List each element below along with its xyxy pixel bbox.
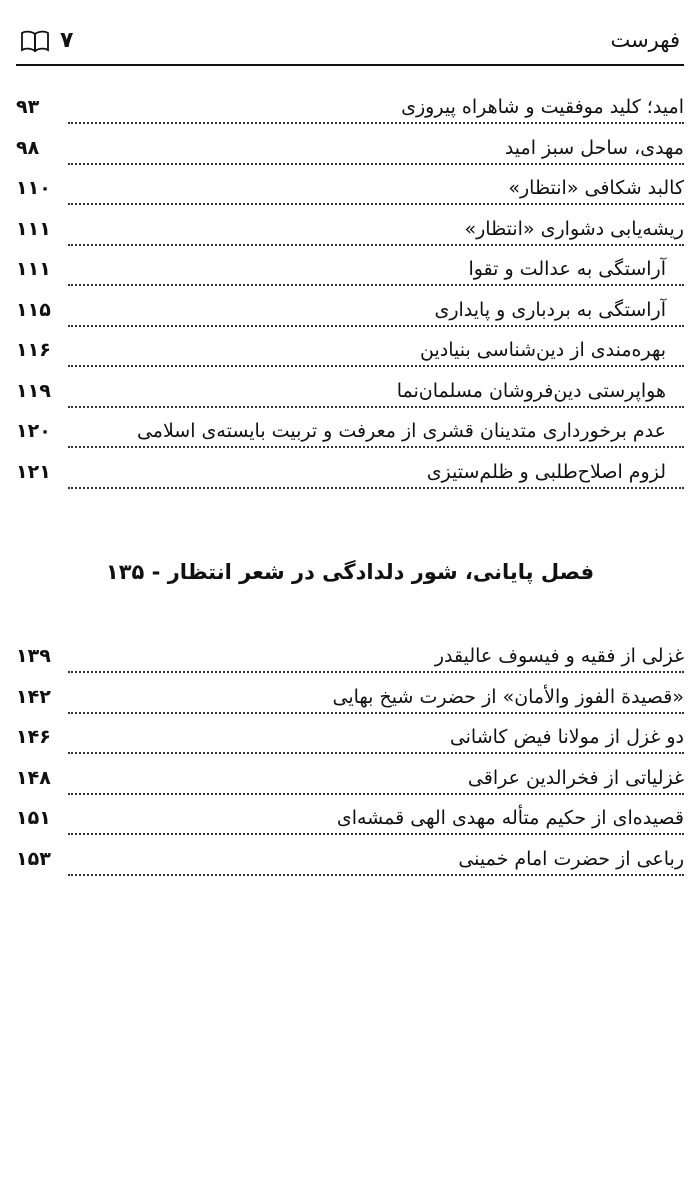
toc-entry-page: ۱۴۸ bbox=[16, 766, 51, 789]
toc-entry-title: دو غزل از مولانا فیض کاشانی bbox=[444, 726, 684, 748]
toc-entry-page: ۱۱۱ bbox=[16, 258, 51, 280]
toc-entry-page: ۹۳ bbox=[16, 96, 40, 118]
toc-entry bbox=[16, 218, 684, 252]
toc-entry-page: ۱۱۱ bbox=[16, 217, 51, 240]
toc-entry bbox=[16, 767, 684, 801]
toc-entry-page: ۱۲۱ bbox=[16, 460, 51, 483]
toc-entry-page: ۱۴۲ bbox=[16, 685, 51, 708]
toc-entry-title: «قصیدة الفوز والأمان» از حضرت شیخ بهایی bbox=[326, 686, 684, 708]
toc-entry-title: هواپرستی دین‌فروشان مسلمان‌نما bbox=[391, 380, 666, 402]
toc-entry bbox=[16, 461, 684, 495]
toc-entry-page: ۱۱۹ bbox=[16, 379, 51, 402]
toc-entry-title: عدم برخورداری متدینان قشری از معرفت و تربیت بایسته‌ی اسلامی bbox=[131, 420, 666, 442]
toc-entry-title: امید؛ کلید موفقیت و شاهراه پیروزی bbox=[395, 96, 684, 118]
toc-entry-page: ۱۵۳ bbox=[16, 847, 51, 870]
page-number: ۷ bbox=[60, 28, 74, 53]
toc-entry-title: غزلی از فقیه و فیسوف عالیقدر bbox=[429, 645, 684, 667]
header-title: فهرست bbox=[610, 28, 680, 52]
toc-entry bbox=[16, 177, 684, 211]
toc-entry bbox=[16, 726, 684, 760]
toc-entry-page: ۱۴۶ bbox=[16, 726, 51, 748]
section-heading: فصل پایانی، شور دلدادگی در شعر انتظار - ۱۳۵ bbox=[105, 560, 595, 584]
toc-entry bbox=[16, 380, 684, 414]
toc-entry-title: ریشه‌یابی دشواری «انتظار» bbox=[458, 218, 684, 240]
toc-entry-page: ۱۱۰ bbox=[16, 177, 51, 199]
toc-entry-page: ۱۱۶ bbox=[16, 339, 51, 361]
toc-entry bbox=[16, 299, 684, 333]
toc-entry-title: آراستگی به بردباری و پایداری bbox=[428, 299, 666, 321]
toc-entry bbox=[16, 96, 684, 130]
page-header bbox=[16, 26, 684, 66]
toc-entry-page: ۱۳۹ bbox=[16, 645, 51, 667]
toc-entry bbox=[16, 686, 684, 720]
toc-entry-page: ۱۲۰ bbox=[16, 420, 51, 442]
toc-entry-title: لزوم اصلاح‌طلبی و ظلم‌ستیزی bbox=[421, 461, 666, 483]
toc-entry-page: ۱۱۵ bbox=[16, 298, 51, 321]
toc-entry-title: آراستگی به عدالت و تقوا bbox=[462, 258, 666, 280]
open-book-icon bbox=[20, 30, 50, 52]
toc-entry-page: ۹۸ bbox=[16, 136, 40, 159]
toc-entry bbox=[16, 420, 684, 454]
toc-entry-title: غزلیاتی از فخرالدین عراقی bbox=[462, 767, 684, 789]
toc-entry bbox=[16, 339, 684, 373]
toc-entry bbox=[16, 807, 684, 841]
toc-entry-title: بهره‌مندی از دین‌شناسی بنیادین bbox=[414, 339, 666, 361]
toc-entry-title: رباعی از حضرت امام خمینی bbox=[452, 848, 684, 870]
toc-entry-title: مهدی، ساحل سبز امید bbox=[499, 137, 684, 159]
toc-entry bbox=[16, 848, 684, 882]
toc-entry-title: قصیده‌ای از حکیم متأله مهدی الهی قمشه‌ای bbox=[331, 807, 684, 829]
toc-entry bbox=[16, 258, 684, 292]
toc-entry bbox=[16, 645, 684, 679]
header-page-indicator bbox=[20, 28, 73, 53]
toc-entry-title: کالبد شکافی «انتظار» bbox=[502, 177, 684, 199]
toc-entry bbox=[16, 137, 684, 171]
toc-entry-page: ۱۵۱ bbox=[16, 807, 51, 829]
